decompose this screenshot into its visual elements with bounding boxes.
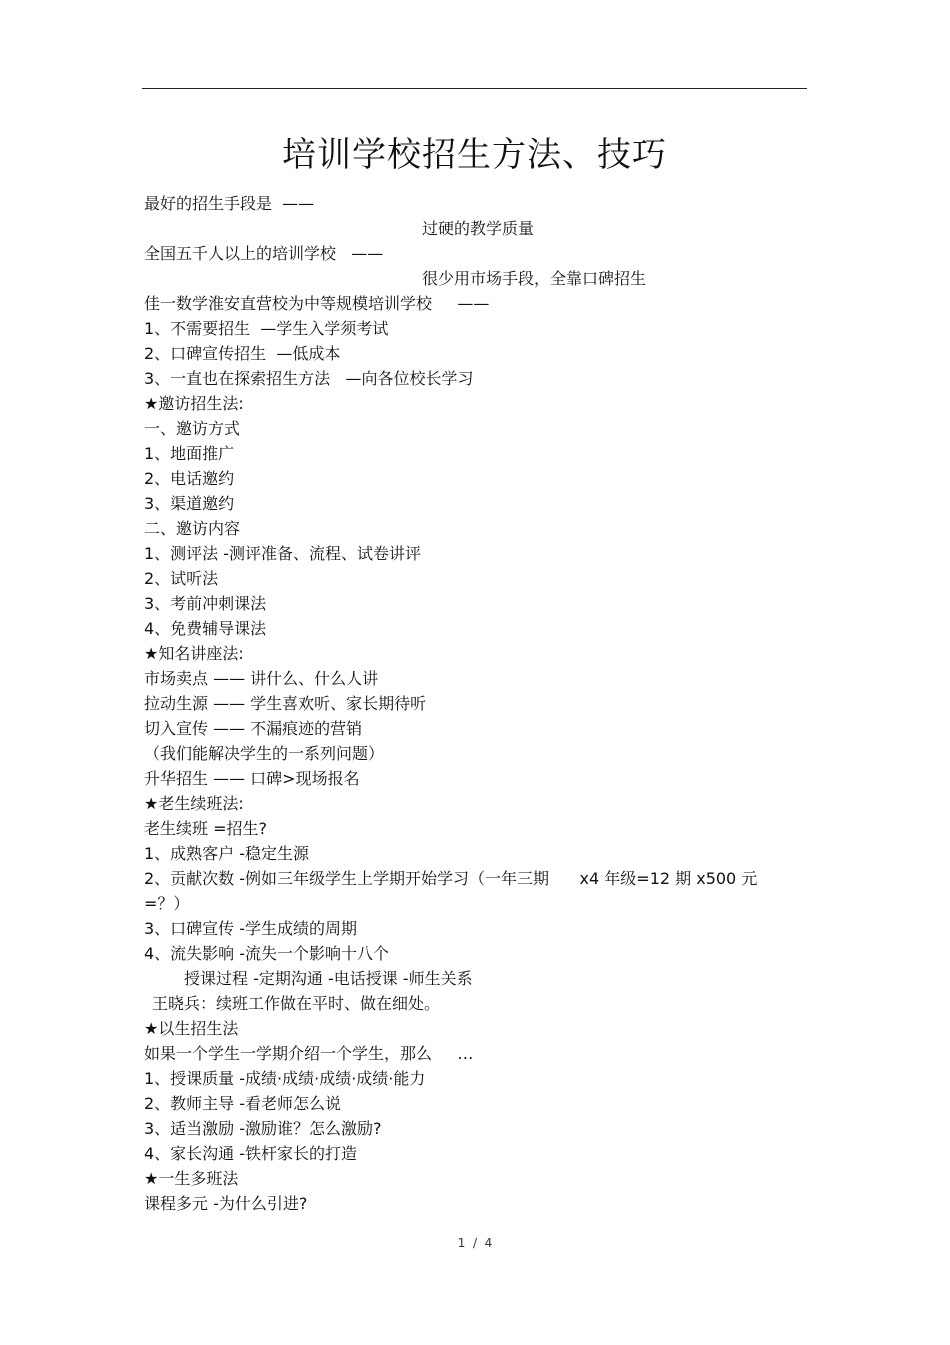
text-line: 3、渠道邀约 — [144, 494, 235, 513]
text-line: 4、免费辅导课法 — [144, 619, 267, 638]
text-line: 3、考前冲刺课法 — [144, 594, 267, 613]
text-line: 二、邀访内容 — [144, 519, 241, 538]
text-line: 1、地面推广 — [144, 444, 235, 463]
section-heading: ★一生多班法 — [144, 1169, 239, 1188]
section-heading: ★以生招生法 — [144, 1019, 239, 1038]
text-line: 过硬的教学质量 — [422, 219, 535, 238]
text-line: 最好的招生手段是 —— — [144, 194, 315, 213]
text-line: 1、不需要招生 —学生入学须考试 — [144, 319, 389, 338]
text-line: 2、电话邀约 — [144, 469, 235, 488]
text-line: 王晓兵：续班工作做在平时、做在细处。 — [152, 994, 441, 1013]
text-line: 切入宣传 —— 不漏痕迹的营销 — [144, 719, 363, 738]
text-line: 1、授课质量 -成绩·成绩·成绩·成绩·能力 — [144, 1069, 426, 1088]
text-line: 2、教师主导 -看老师怎么说 — [144, 1094, 342, 1113]
text-line: 市场卖点 —— 讲什么、什么人讲 — [144, 669, 379, 688]
section-heading: ★老生续班法: — [144, 794, 244, 813]
text-line: 课程多元 -为什么引进? — [144, 1194, 308, 1213]
text-line: =？） — [144, 894, 190, 913]
text-line: 很少用市场手段，全靠口碑招生 — [422, 269, 647, 288]
text-line: 佳一数学淮安直营校为中等规模培训学校 —— — [144, 294, 490, 313]
section-heading: ★邀访招生法: — [144, 394, 244, 413]
text-line: 升华招生 —— 口碑>现场报名 — [144, 769, 360, 788]
text-line: 3、适当激励 -激励谁？怎么激励? — [144, 1119, 382, 1138]
text-line: 2、贡献次数 -例如三年级学生上学期开始学习（一年三期 x4 年级=12 期 x500 元 — [144, 869, 758, 888]
text-line: 2、口碑宣传招生 —低成本 — [144, 344, 341, 363]
text-line: 2、试听法 — [144, 569, 219, 588]
header-rule — [142, 88, 807, 89]
text-line: （我们能解决学生的一系列问题） — [144, 744, 385, 763]
page-number: 1 / 4 — [457, 1236, 493, 1250]
text-line: 一、邀访方式 — [144, 419, 241, 438]
text-line: 如果一个学生一学期介绍一个学生，那么 … — [144, 1044, 474, 1063]
text-line: 拉动生源 —— 学生喜欢听、家长期待听 — [144, 694, 427, 713]
text-line: 授课过程 -定期沟通 -电话授课 -师生关系 — [184, 969, 473, 988]
document-title: 培训学校招生方法、技巧 — [282, 135, 667, 175]
text-line: 4、家长沟通 -铁杆家长的打造 — [144, 1144, 358, 1163]
text-line: 老生续班 =招生? — [144, 819, 267, 838]
text-line: 1、测评法 -测评准备、流程、试卷讲评 — [144, 544, 422, 563]
text-line: 4、流失影响 -流失一个影响十八个 — [144, 944, 390, 963]
text-line: 3、口碑宣传 -学生成绩的周期 — [144, 919, 358, 938]
text-line: 1、成熟客户 -稳定生源 — [144, 844, 310, 863]
section-heading: ★知名讲座法: — [144, 644, 244, 663]
text-line: 3、一直也在探索招生方法 —向各位校长学习 — [144, 369, 474, 388]
text-line: 全国五千人以上的培训学校 —— — [144, 244, 384, 263]
